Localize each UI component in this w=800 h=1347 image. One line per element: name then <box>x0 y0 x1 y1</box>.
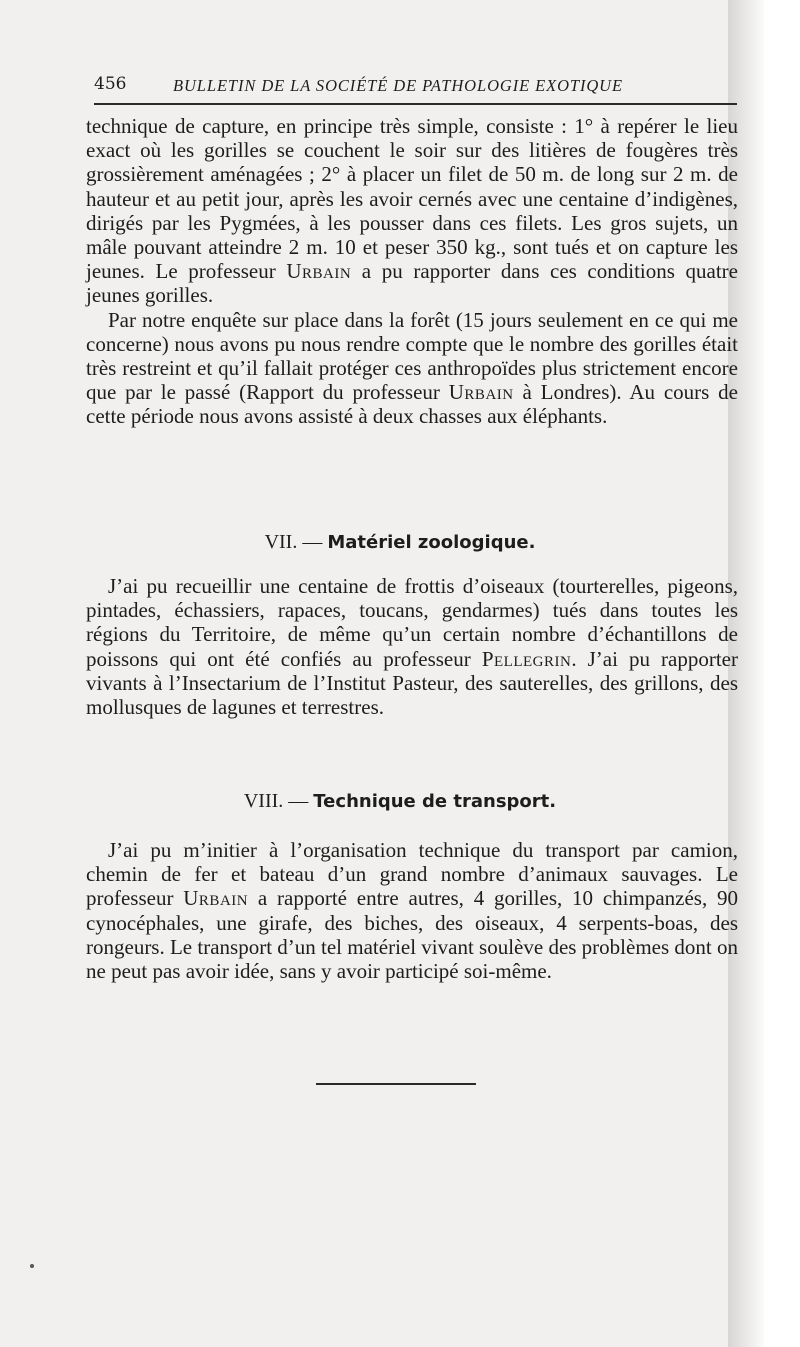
end-rule <box>316 1083 476 1085</box>
author-name: Pellegrin <box>481 646 572 671</box>
text-block-transport <box>86 838 738 983</box>
section-title: Matériel zoologique. <box>327 532 536 553</box>
section-numeral: VII. <box>264 531 298 553</box>
author-name: Urbain <box>286 259 352 284</box>
author-name: Urbain <box>448 380 514 405</box>
section-heading-vii <box>0 531 800 554</box>
section-numeral: VIII. <box>243 790 284 812</box>
header-rule <box>94 103 737 105</box>
section-dash: — <box>302 531 323 553</box>
paragraph-field-survey: Par notre enquête sur place dans la forêt (15 jours seulement en ce qui me concerne) nous avons pu nous rendre compte que le nombre des gorilles était très restreint et qu’il fallait protéger ces anthropoïdes plus strictement encore que par le passé (Rapport du professeur Urbain à Londres). Au cours de cette période nous avons assisté à deux chasses aux éléphants. <box>86 307 738 429</box>
text-block-gorillas <box>86 114 738 429</box>
running-title: BULLETIN DE LA SOCIÉTÉ DE PATHOLOGIE EXOTIQUE <box>173 76 623 95</box>
page-number: 456 <box>94 74 127 94</box>
section-heading-viii <box>0 790 800 813</box>
paragraph-transport-technique: J’ai pu m’initier à l’organisation technique du transport par camion, chemin de fer et bateau d’un grand nombre d’animaux sauvages. Le professeur Urbain a rapporté entre autres, 4 gorilles, 10 chimpanzés, 90 cynocéphales, une girafe, des biches, des oiseaux, 4 serpents-boas, des rongeurs. Le transport d’un tel matériel vivant soulève des problèmes dont on ne peut pas avoir idée, sans y avoir participé soi-même. <box>86 838 739 984</box>
text-block-zoology <box>86 574 738 719</box>
section-dash: — <box>288 790 309 812</box>
paragraph-capture-technique: technique de capture, en principe très simple, consiste : 1° à repérer le lieu exact où les gorilles se couchent le soir sur des litières de fougères très grossièrement aménagées ; 2° à placer un filet de 50 m. de long sur 2 m. de hauteur et au petit jour, après les avoir cernés avec une centaine d’indigènes, dirigés par les Pygmées, à les pousser dans ces filets. Les gros sujets, un mâle pouvant atteindre 2 m. 10 et peser 350 kg., sont tués et on capture les jeunes. Le professeur Urbain a pu rapporter dans ces conditions quatre jeunes gorilles. <box>86 114 738 308</box>
paragraph-zoological-material: J’ai pu recueillir une centaine de frottis d’oiseaux (tourterelles, pigeons, pintades, échassiers, rapaces, toucans, gendarmes) tués dans toutes les régions du Territoire, de même qu’un certain nombre d’échantillons de poissons qui ont été confiés au professeur Pellegrin. J’ai pu rapporter vivants à l’Insectarium de l’Institut Pasteur, des sauterelles, des grillons, des mollusques de lagunes et terrestres. <box>86 574 738 720</box>
scan-speck <box>30 1264 34 1268</box>
author-name: Urbain <box>183 886 249 911</box>
section-title: Technique de transport. <box>313 791 557 812</box>
